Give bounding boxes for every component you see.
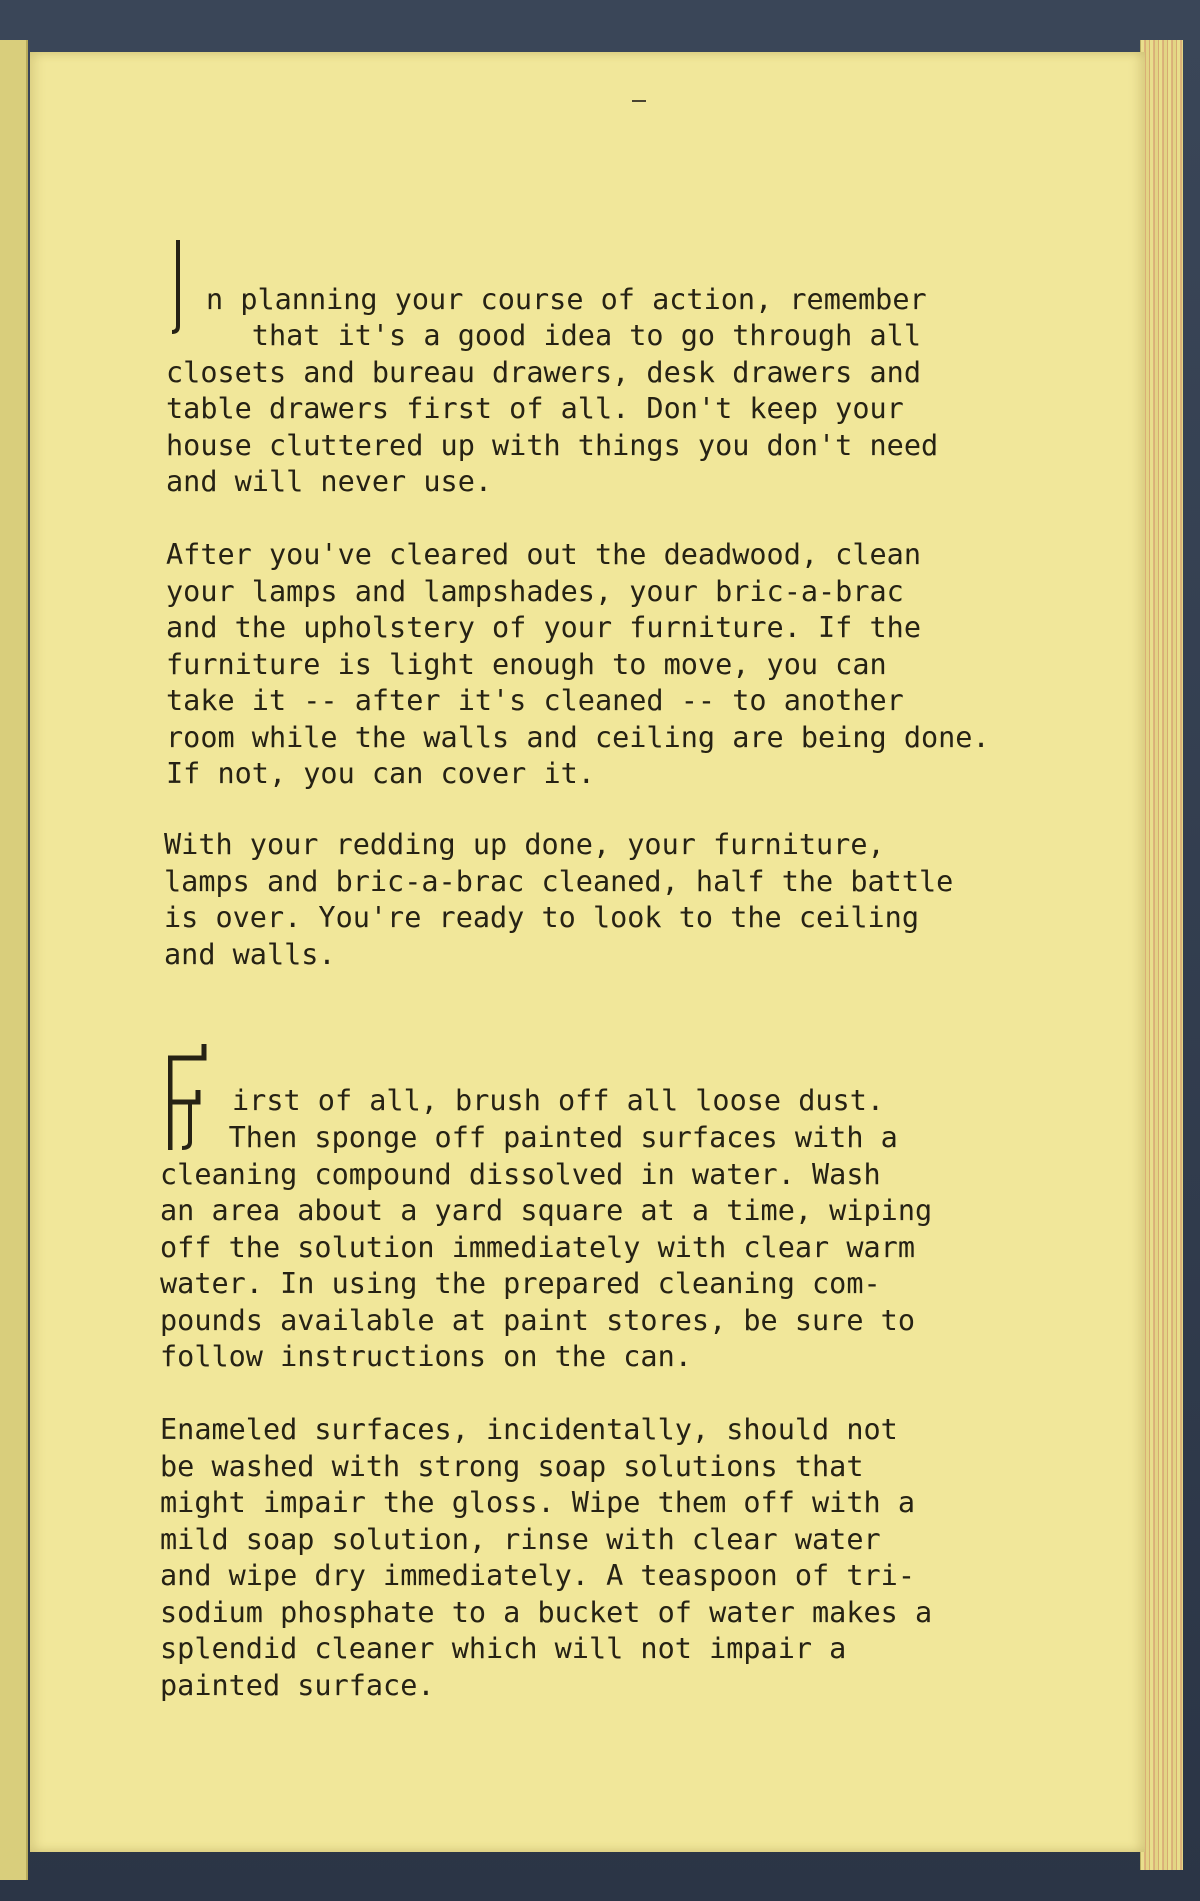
- section1-paragraph1: that it's a good idea to go through all closets and bureau drawers, desk drawers and table drawers first of all. Don't keep your house cluttered up with things you don't need and will never use.: [166, 319, 939, 498]
- section2-paragraph1: Then sponge off painted surfaces with a cleaning compound dissolved in water. Wash an area about a yard square at a time, wiping off the solution immediately with clear warm water. In using the prepared cleaning com- pounds available at paint stores, be sure to follow instructions on the can.: [160, 1121, 933, 1373]
- page-mark: [632, 100, 646, 102]
- facing-page-edge: [0, 40, 28, 1880]
- page-stack-edges: [1140, 40, 1183, 1870]
- section2-first-line: irst of all, brush off all loose dust.: [232, 1084, 885, 1117]
- section1-paragraph2: After you've cleared out the deadwood, clean your lamps and lampshades, your bric-a-brac and the upholstery of your furniture. If the furniture is light enough to move, you can take it -- after it's cleaned -- to another room while the walls and ceiling are being done. If not, you can cover it.: [166, 538, 990, 790]
- section1-paragraph3: With your redding up done, your furniture, lamps and bric-a-brac cleaned, half the battle is over. You're ready to look to the ceiling and walls.: [164, 828, 954, 971]
- section2-paragraph2: Enameled surfaces, incidentally, should not be washed with strong soap solutions that might impair the gloss. Wipe them off with a mild soap solution, rinse with clear water and wipe dry immediately. A teaspoon of tri- sodium phosphate to a bucket of water makes a splendid cleaner which will not impair a painted surface.: [160, 1413, 933, 1702]
- section1-first-line: n planning your course of action, remember: [206, 283, 927, 316]
